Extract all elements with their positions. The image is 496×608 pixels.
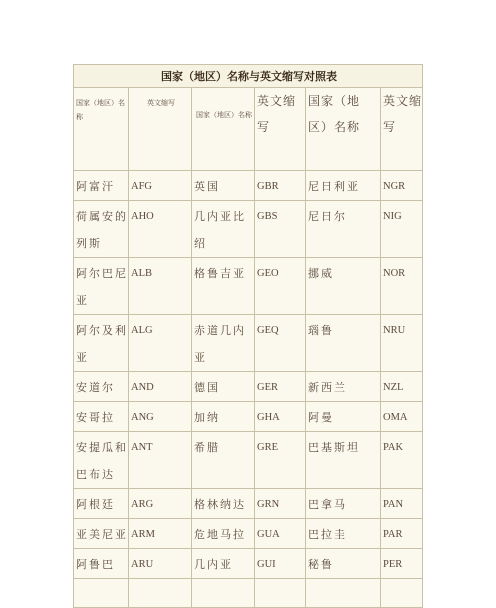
header-abbr-1: 英文缩写: [129, 88, 192, 171]
country-name-cell: 荷属安的列斯: [74, 201, 129, 258]
country-name-cell: 新西兰: [306, 372, 381, 402]
table-row: [74, 258, 423, 315]
abbr-cell: GEQ: [255, 315, 306, 372]
abbr-cell: GHA: [255, 402, 306, 432]
abbr-cell: ANG: [129, 402, 192, 432]
title-row: [74, 65, 423, 88]
country-name-cell: 几内亚比绍: [192, 201, 255, 258]
country-name-cell: 安道尔: [74, 372, 129, 402]
country-name-cell: 秘鲁: [306, 549, 381, 579]
table-row: [74, 579, 423, 608]
table-row: [74, 315, 423, 372]
abbr-cell: NRU: [381, 315, 423, 372]
abbr-cell: ALB: [129, 258, 192, 315]
country-name-cell: 赤道几内亚: [192, 315, 255, 372]
header-abbr-3: 英文缩写: [381, 88, 423, 171]
country-name-cell: [192, 579, 255, 608]
table-row: [74, 402, 423, 432]
header-abbr-2: 英文缩写: [255, 88, 306, 171]
header-country-name-2: 国家（地区）名称: [192, 88, 255, 171]
abbr-cell: GBS: [255, 201, 306, 258]
table-row: [74, 372, 423, 402]
country-name-cell: 英国: [192, 171, 255, 201]
table-row: [74, 519, 423, 549]
country-name-cell: [306, 579, 381, 608]
country-name-cell: 格林纳达: [192, 489, 255, 519]
country-name-cell: 阿尔及利亚: [74, 315, 129, 372]
country-name-cell: 阿鲁巴: [74, 549, 129, 579]
country-name-cell: 巴拿马: [306, 489, 381, 519]
abbr-cell: NIG: [381, 201, 423, 258]
abbr-cell: NOR: [381, 258, 423, 315]
abbr-cell: [255, 579, 306, 608]
header-row: [74, 88, 423, 171]
abbr-cell: ANT: [129, 432, 192, 489]
country-name-cell: 瑙鲁: [306, 315, 381, 372]
header-country-name-3: 国家（地区）名称: [306, 88, 381, 171]
abbr-cell: GBR: [255, 171, 306, 201]
abbr-cell: OMA: [381, 402, 423, 432]
country-name-cell: 阿富汗: [74, 171, 129, 201]
abbr-cell: [381, 579, 423, 608]
abbr-cell: GRN: [255, 489, 306, 519]
abbr-cell: ARG: [129, 489, 192, 519]
country-name-cell: [74, 579, 129, 608]
abbr-cell: [129, 579, 192, 608]
table-row: [74, 549, 423, 579]
country-name-cell: 阿尔巴尼亚: [74, 258, 129, 315]
country-name-cell: 希腊: [192, 432, 255, 489]
table-title: 国家（地区）名称与英文缩写对照表: [74, 65, 423, 88]
abbr-cell: ARU: [129, 549, 192, 579]
abbr-cell: ALG: [129, 315, 192, 372]
table-body: [74, 171, 423, 608]
abbr-cell: GER: [255, 372, 306, 402]
country-name-cell: 尼日利亚: [306, 171, 381, 201]
table-row: [74, 489, 423, 519]
country-name-cell: 阿根廷: [74, 489, 129, 519]
country-name-cell: 安哥拉: [74, 402, 129, 432]
country-name-cell: 德国: [192, 372, 255, 402]
country-name-cell: 巴拉圭: [306, 519, 381, 549]
table-row: [74, 432, 423, 489]
country-name-cell: 格鲁吉亚: [192, 258, 255, 315]
abbr-cell: PAK: [381, 432, 423, 489]
country-name-cell: 亚美尼亚: [74, 519, 129, 549]
country-code-table: [73, 64, 423, 608]
abbr-cell: GEO: [255, 258, 306, 315]
abbr-cell: GUA: [255, 519, 306, 549]
country-name-cell: 几内亚: [192, 549, 255, 579]
abbr-cell: GRE: [255, 432, 306, 489]
abbr-cell: PAN: [381, 489, 423, 519]
abbr-cell: ARM: [129, 519, 192, 549]
abbr-cell: NZL: [381, 372, 423, 402]
abbr-cell: NGR: [381, 171, 423, 201]
table-row: [74, 201, 423, 258]
table-row: [74, 171, 423, 201]
header-country-name-1: 国家（地区）名称: [74, 88, 129, 171]
country-name-cell: 加纳: [192, 402, 255, 432]
country-name-cell: 巴基斯坦: [306, 432, 381, 489]
country-name-cell: 尼日尔: [306, 201, 381, 258]
abbr-cell: AND: [129, 372, 192, 402]
abbr-cell: AFG: [129, 171, 192, 201]
country-name-cell: 危地马拉: [192, 519, 255, 549]
country-name-cell: 阿曼: [306, 402, 381, 432]
abbr-cell: PER: [381, 549, 423, 579]
abbr-cell: AHO: [129, 201, 192, 258]
abbr-cell: PAR: [381, 519, 423, 549]
abbr-cell: GUI: [255, 549, 306, 579]
country-name-cell: 安提瓜和巴布达: [74, 432, 129, 489]
country-name-cell: 挪威: [306, 258, 381, 315]
